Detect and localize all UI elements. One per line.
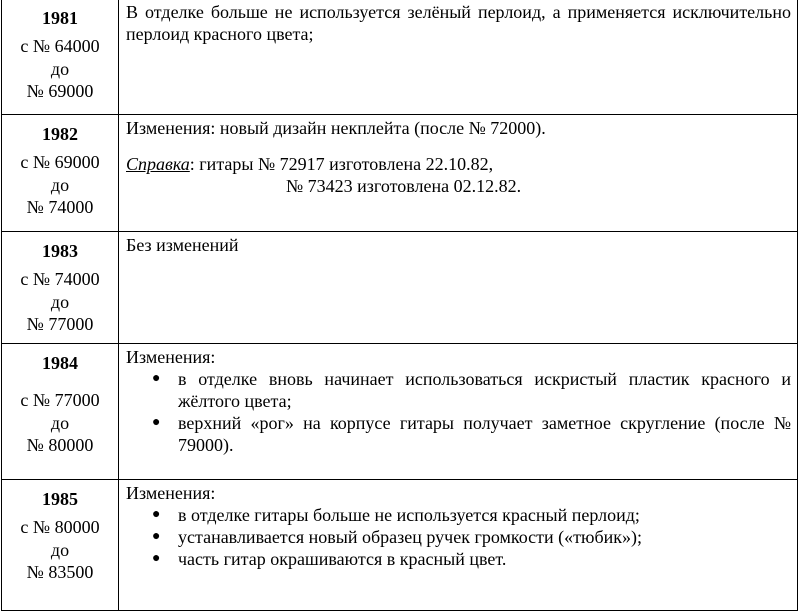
changes-table <box>1 0 798 611</box>
bullet-icon: ● <box>152 415 161 430</box>
range-from: с № 69000 <box>20 152 100 172</box>
range-to-word: до <box>50 174 70 195</box>
range-from: с № 64000 <box>20 36 100 56</box>
table-row-1985 <box>2 480 798 611</box>
serial-range <box>2 268 118 336</box>
range-from: с № 77000 <box>20 390 100 410</box>
changes-heading: Изменения: <box>126 483 216 503</box>
description-text: Без изменений <box>126 235 239 255</box>
list-item: ● в отделке вновь начинает использоваться искристый пластик красного и жёлтого цвета; <box>152 369 791 411</box>
description-cell <box>119 232 798 344</box>
year-cell <box>2 115 119 232</box>
range-to: № 69000 <box>26 81 94 101</box>
serial-range <box>2 35 118 103</box>
range-to-word: до <box>50 291 70 312</box>
range-to: № 74000 <box>26 197 94 217</box>
table-row-1981 <box>2 0 798 115</box>
range-from: с № 80000 <box>20 517 100 537</box>
description-cell <box>119 115 798 232</box>
bullet-icon: ● <box>152 507 161 522</box>
changes-heading: Изменения: <box>126 347 216 367</box>
serial-range <box>2 389 118 457</box>
range-to-word: до <box>50 58 70 79</box>
bullet-icon: ● <box>152 371 161 386</box>
year-cell <box>2 480 119 611</box>
table-row-1983 <box>2 232 798 344</box>
serial-range <box>2 151 118 219</box>
list-item: ● часть гитар окрашиваются в красный цвет. <box>152 549 507 569</box>
range-to: № 80000 <box>26 435 94 455</box>
range-to: № 83500 <box>26 562 94 582</box>
year-label: 1984 <box>42 353 78 373</box>
changes-list <box>126 504 791 570</box>
description-cell <box>119 480 798 611</box>
reference-line-1: : гитары № 72917 изготовлена 22.10.82, <box>189 154 494 174</box>
year-cell <box>2 0 119 115</box>
year-cell <box>2 344 119 480</box>
year-cell <box>2 232 119 344</box>
reference-note <box>126 153 791 175</box>
reference-label: Справка <box>126 154 190 174</box>
serial-range <box>2 516 118 584</box>
year-label: 1982 <box>42 124 78 144</box>
year-label: 1983 <box>42 241 78 261</box>
range-to: № 77000 <box>26 314 94 334</box>
bullet-icon: ● <box>152 551 161 566</box>
changes-list <box>126 368 791 456</box>
year-label: 1981 <box>42 8 78 28</box>
description-cell <box>119 344 798 480</box>
list-item: ● в отделке гитары больше не используется красный перлоид; <box>152 505 640 525</box>
description-cell <box>119 0 798 115</box>
description-text: В отделке больше не используется зелёный перлоид, а применяется исключительно перлоид красного цвета; <box>126 2 791 44</box>
description-text: Изменения: новый дизайн некплейта (после № 72000). <box>126 118 546 138</box>
table-row-1982 <box>2 115 798 232</box>
year-label: 1985 <box>42 489 78 509</box>
range-to-word: до <box>50 412 70 433</box>
table-row-1984 <box>2 344 798 480</box>
list-item: ● устанавливается новый образец ручек громкости («тюбик»); <box>152 527 642 547</box>
range-from: с № 74000 <box>20 269 100 289</box>
list-item: ● верхний «рог» на корпусе гитары получает заметное скругление (после № 79000). <box>152 413 791 455</box>
range-to-word: до <box>50 539 70 560</box>
reference-line-2: № 73423 изготовлена 02.12.82. <box>286 176 522 196</box>
bullet-icon: ● <box>152 529 161 544</box>
